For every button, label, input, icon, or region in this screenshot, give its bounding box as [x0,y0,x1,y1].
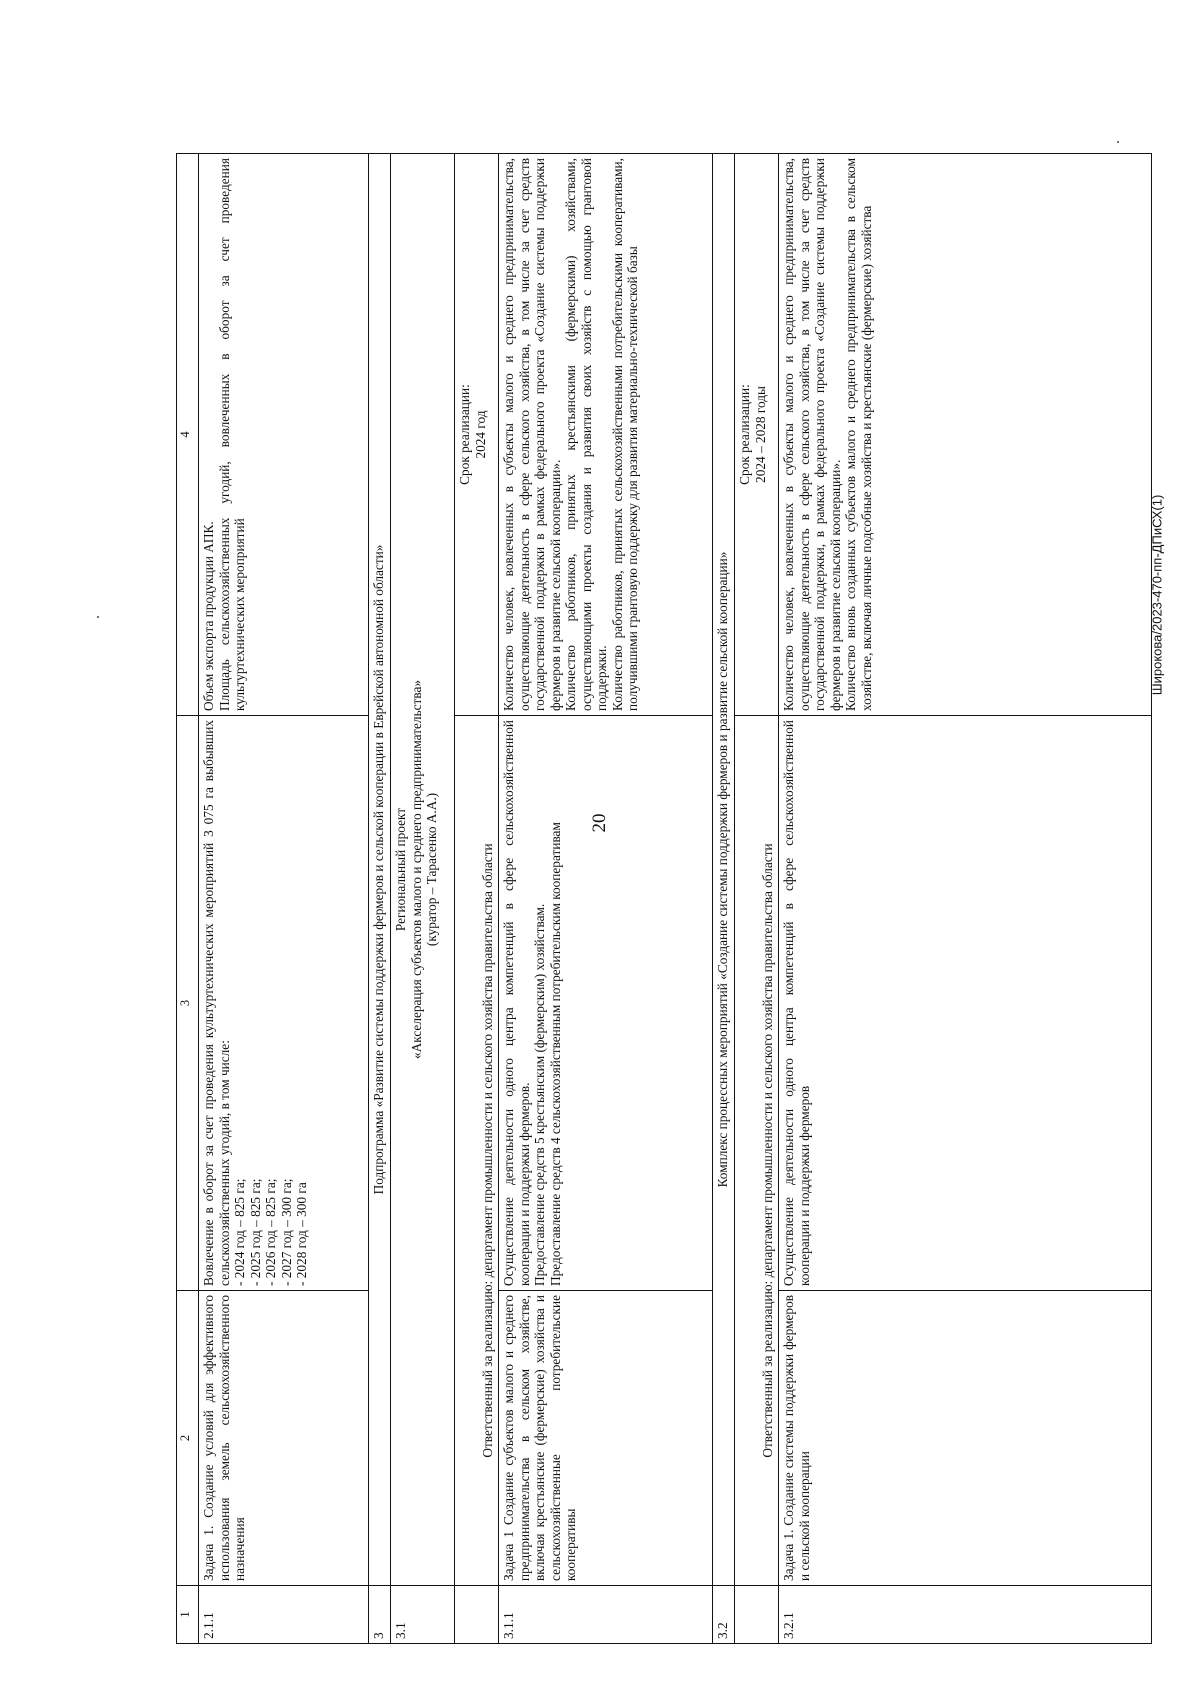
row-number: 3 [369,1586,391,1644]
scan-speck [1117,141,1119,143]
indicator-cell [779,154,1152,716]
header-cell-2: 2 [177,1291,199,1586]
term-cell [735,154,779,716]
project-curator: (куратор – Тарасенко А.А.) [424,792,440,947]
indicator-line: Количество человек, вовлеченных в субъекты малого и среднего предпринимательства, осуществляющие деятельность в сфере сельского хозяйства, в том числе за счет средств государственной поддержки в рамках федерального проекта «Создание системы поддержки фермеров и развитие сельской кооперации». [501,158,563,711]
empty-cell [455,1586,499,1644]
effect-line: - 2025 год – 825 га; [247,1178,263,1286]
rotated-table-container [176,154,1152,1644]
effect-line: - 2027 год – 300 га; [278,1178,294,1286]
effect-line: Вовлечение в оборот за счет проведения культуртехнических мероприятий 3 075 га выбывших сельскохозяйственных угодий, в том числе: [201,720,232,1286]
term-cell [455,154,499,716]
indicator-line: Площадь сельскохозяйственных угодий, вовлеченных в оборот за счет проведения культуртехнических мероприятий [216,158,248,711]
responsible-cell: Ответственный за реализацию: департамент промышленности и сельского хозяйства правительства области [455,716,499,1586]
header-cell-3: 3 [177,716,199,1291]
task-cell: Задача 1. Создание системы поддержки фермеров и сельской кооперации [779,1291,1152,1586]
responsible-cell: Ответственный за реализацию: департамент промышленности и сельского хозяйства правительства области [735,716,779,1586]
scan-speck [97,616,99,618]
effect-line: - 2026 год – 825 га; [263,1178,279,1286]
indicator-line: Количество человек, вовлеченных в субъекты малого и среднего предпринимательства, осуществляющие деятельность в сфере сельского хозяйства, в том числе за счет средств государственной поддержки, в рамках федерального проекта «Создание системы поддержки фермеров и развитие сельской кооперации». [781,158,843,711]
project-title-line: «Акселерация субъектов малого и среднего предпринимательства» [408,679,424,1060]
effect-line: - 2024 год – 825 га; [232,1178,248,1286]
page-number: 20 [589,813,610,833]
indicator-cell [499,154,713,716]
regional-project-row [391,154,455,1644]
row-number: 3.2.1 [779,1586,1152,1644]
responsible-row [735,154,779,1644]
table-row [199,154,369,1644]
row-number: 3.2 [713,1586,735,1644]
effect-line: - 2028 год – 300 га [294,1182,310,1286]
term-value: 2024 год [472,410,488,459]
task-cell: Задача 1. Создание условий для эффективного использования земель сельскохозяйственного назначения [199,1291,369,1586]
effect-cell [499,716,713,1291]
table-row [499,154,713,1644]
effect-line: Предоставление средств 4 сельскохозяйственным потребительским кооперативам [547,822,563,1286]
row-number: 3.1.1 [499,1586,713,1644]
table-header-row [177,154,199,1644]
process-complex-title: Комплекс процессных мероприятий «Создание системы поддержки фермеров и развитие сельской кооперации» [713,154,735,1586]
row-number: 3.1 [391,1586,455,1644]
project-title-line: Региональный проект [393,807,408,932]
indicator-cell [199,154,369,716]
regional-project-title [391,154,455,1586]
effect-line: Осуществление деятельности одного центра компетенций в сфере сельскохозяйственной кооперации и поддержки фермеров. [501,720,532,1286]
indicator-line: Количество вновь созданных субъектов малого и среднего предпринимательства в сельском хозяйстве, включая личные подсобные хозяйства и крестьянские (фермерские) хозяйства [843,158,874,711]
responsible-row [455,154,499,1644]
indicator-line: Количество работников, принятых крестьянскими (фермерскими) хозяйствами, осуществляющими проекты создания и развития своих хозяйств с помощью грантовой поддержки. [563,158,610,711]
subprogram-row [369,154,391,1644]
term-label: Срок реализации: [737,384,752,485]
indicator-line: Объем экспорта продукции АПК. [201,521,216,711]
effect-cell [779,716,1152,1291]
term-value: 2024 – 2028 годы [752,386,768,483]
empty-cell [735,1586,779,1644]
effect-line: Предоставление средств 5 крестьянским (фермерским) хозяйствам. [532,903,548,1286]
row-number: 2.1.1 [199,1586,369,1644]
term-label: Срок реализации: [457,384,472,485]
document-footer: Широкова/2023-470-пп-ДПиСХ(1) [1149,494,1165,696]
effect-line: Осуществление деятельности одного центра компетенций в сфере сельскохозяйственной кооперации и поддержки фермеров [781,720,812,1286]
measures-table [176,153,1152,1644]
task-cell: Задача 1 Создание субъектов малого и среднего предпринимательства в сельском хозяйстве, включая крестьянские (фермерские) хозяйства и сельскохозяйственные потребительские кооперативы [499,1291,713,1586]
indicator-line: Количество работников, принятых сельскохозяйственными потребительскими кооперативами, получившими грантовую поддержку для развития материально-технической базы [609,158,641,711]
table-row [779,154,1152,1644]
header-cell-4: 4 [177,154,199,716]
header-cell-1: 1 [177,1586,199,1644]
process-complex-row [713,154,735,1644]
subprogram-title: Подпрограмма «Развитие системы поддержки фермеров и сельской кооперации в Еврейской автономной области» [369,154,391,1586]
effect-cell [199,716,369,1291]
